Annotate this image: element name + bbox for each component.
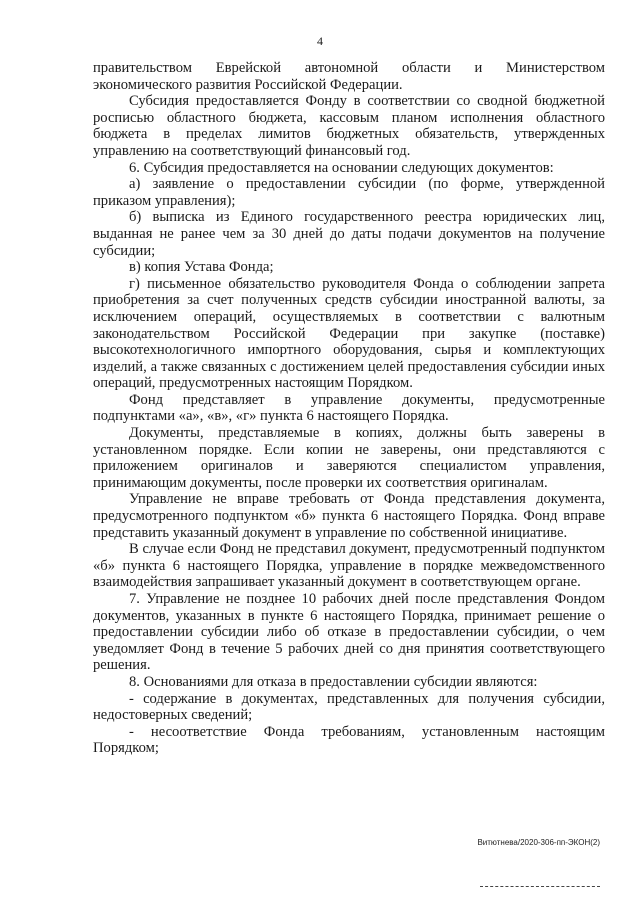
paragraph-not-entitled: Управление не вправе требовать от Фонда представления документа, предусмотренного подпунктом «б» пункта 6 настоящего Порядка. Фонд вправе представить указанный документ в управление по собственной инициативе.: [93, 491, 605, 541]
document-footer-code: Витютнева/2020-306-пп-ЭКОН(2): [477, 838, 600, 847]
paragraph-refusal-reason-1: - содержание в документах, представленных для получения субсидии, недостоверных сведений;: [93, 690, 605, 724]
paragraph-item-6v: в) копия Устава Фонда;: [129, 259, 274, 276]
paragraph-subsidy-budget: Субсидия предоставляется Фонду в соответствии со сводной бюджетной росписью областного бюджета, кассовым планом исполнения областного бюджета в пределах лимитов бюджетных обязательств, утвержденных управлению на соответствующий финансовый год.: [93, 93, 605, 159]
document-body: [93, 60, 605, 757]
page-number: 4: [317, 34, 323, 48]
paragraph-item-6g: г) письменное обязательство руководителя Фонда о соблюдении запрета приобретения за счет полученных средств субсидии иностранной валюты, за исключением операций, осуществляемых в соответствии с валютным законодательством Российской Федерации при закупке (поставке) высокотехнологичного импортного оборудования, сырья и комплектующих изделий, а также связанных с достижением целей предоставления субсидии иных операций, предусмотренных настоящим Порядком.: [93, 275, 605, 392]
paragraph-fund-submits: Фонд представляет в управление документы, предусмотренные подпунктами «а», «в», «г» пункта 6 настоящего Порядка.: [93, 391, 605, 425]
paragraph-item-6: 6. Субсидия предоставляется на основании следующих документов:: [129, 159, 554, 176]
paragraph-copies: Документы, представляемые в копиях, должны быть заверены в установленном порядке. Если копии не заверены, они представляются с приложением оригиналов и заверяются специалистом управления, принимающим документы, после проверки их соответствия оригиналам.: [93, 425, 605, 491]
paragraph-item-8: 8. Основаниями для отказа в предоставлении субсидии являются:: [129, 673, 538, 690]
paragraph-item-6b: б) выписка из Единого государственного реестра юридических лиц, выданная не ранее чем за 30 дней до даты подачи документов на получение субсидии;: [93, 209, 605, 259]
paragraph-item-6a: а) заявление о предоставлении субсидии (по форме, утвержденной приказом управления);: [93, 176, 605, 209]
bottom-divider: [480, 886, 600, 887]
paragraph-interagency-request: В случае если Фонд не представил документ, предусмотренный подпунктом «б» пункта 6 настоящего Порядка, управление в порядке межведомственного взаимодействия запрашивает указанный документ в соответствующем органе.: [93, 541, 605, 591]
paragraph-continuation: правительством Еврейской автономной области и Министерством экономического развития Российской Федерации.: [93, 60, 605, 93]
paragraph-refusal-reason-2: - несоответствие Фонда требованиям, установленным настоящим Порядком;: [93, 723, 605, 757]
paragraph-item-7: 7. Управление не позднее 10 рабочих дней после представления Фондом документов, указанных в пункте 6 настоящего Порядка, принимает решение о предоставлении субсидии либо об отказе в предоставлении субсидии, о чем уведомляет Фонд в течение 5 рабочих дней со дня принятия соответствующего решения.: [93, 591, 605, 674]
